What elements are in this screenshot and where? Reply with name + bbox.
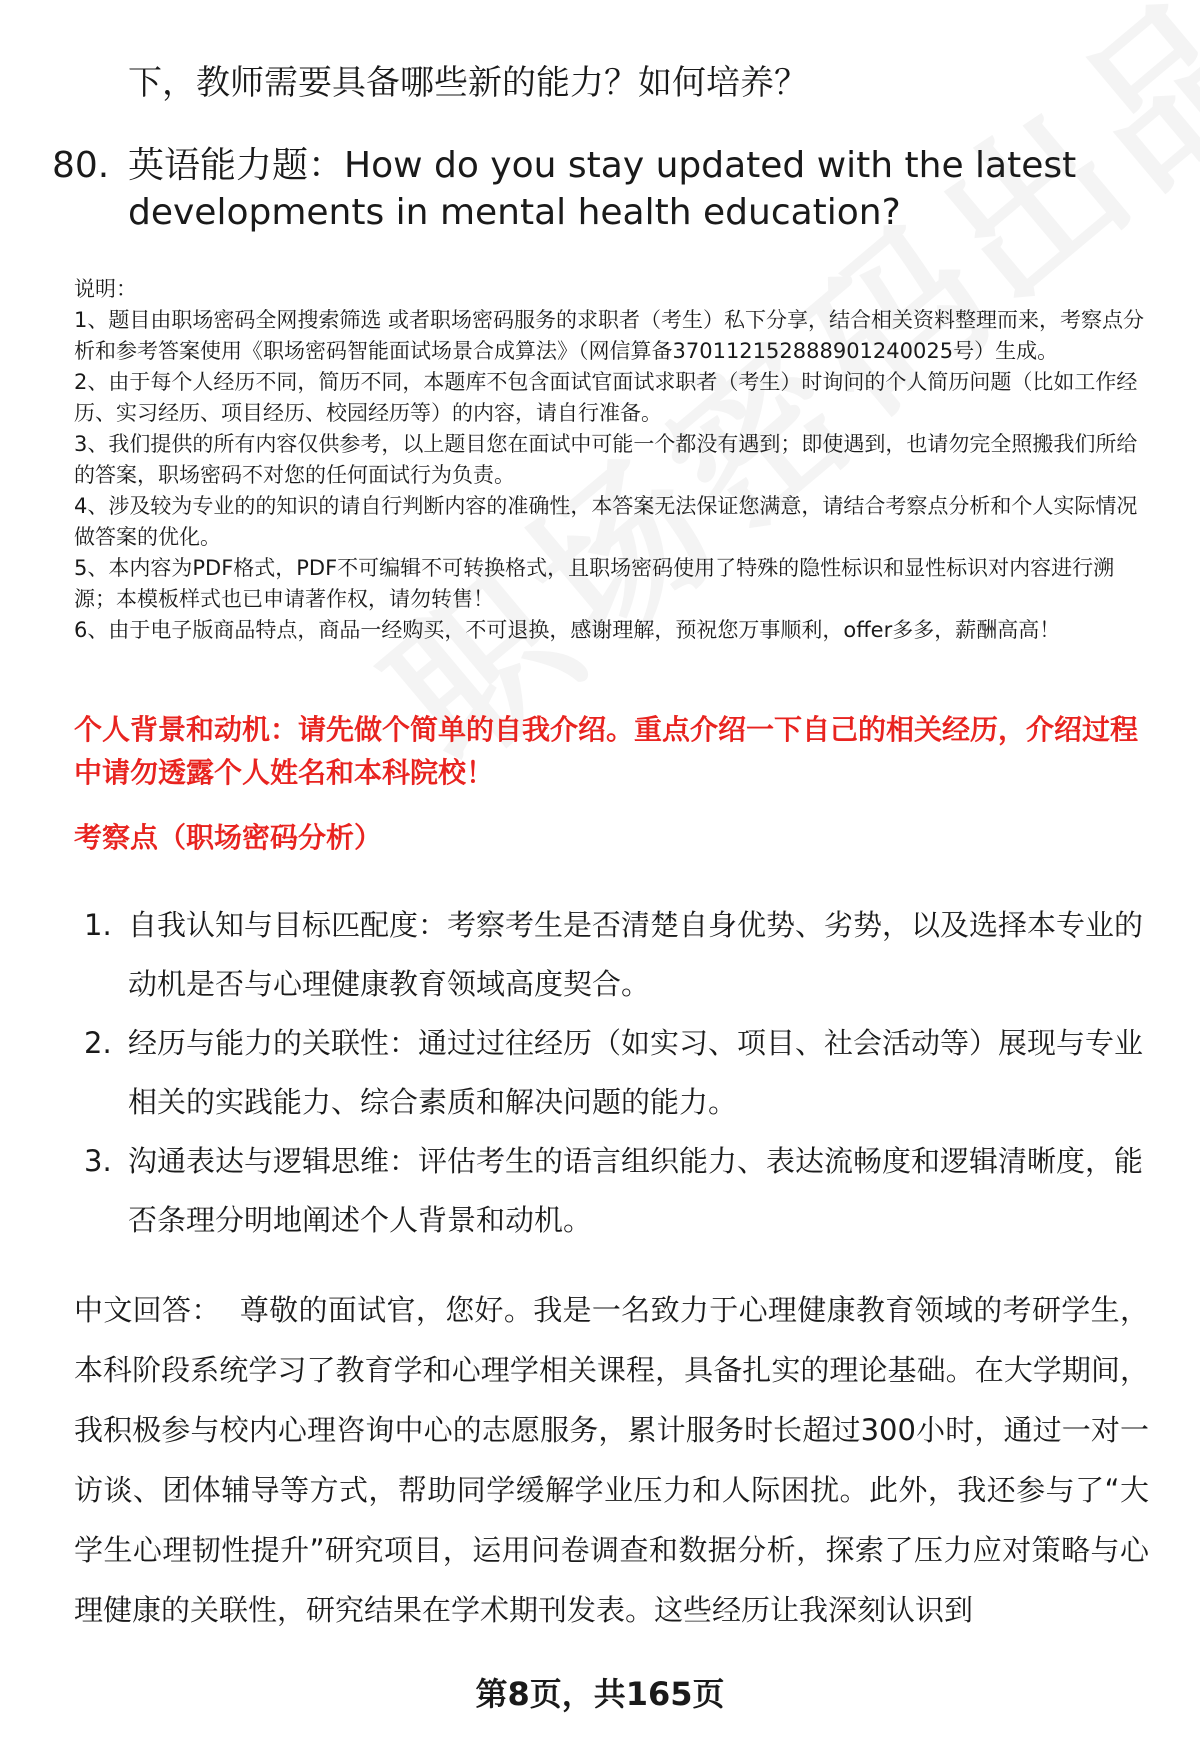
notes-title: 说明： <box>74 277 137 301</box>
analysis-point-number: 1. <box>84 908 112 942</box>
analysis-points-list <box>84 896 1154 1250</box>
question-continuation: 下，教师需要具备哪些新的能力？如何培养？ <box>128 63 808 103</box>
notes-block <box>74 274 1154 646</box>
notes-item: 1、题目由职场密码全网搜索筛选 或者职场密码服务的求职者（考生）私下分享，结合相关资料整理而来，考察点分析和参考答案使用《职场密码智能面试场景合成算法》（网信算备370112152888901240025号）生成。 <box>74 308 1145 363</box>
notes-item: 4、涉及较为专业的的知识的请自行判断内容的准确性，本答案无法保证您满意，请结合考察点分析和个人实际情况做答案的优化。 <box>74 494 1138 549</box>
answer-text: 尊敬的面试官，您好。我是一名致力于心理健康教育领域的考研学生，本科阶段系统学习了教育学和心理学相关课程，具备扎实的理论基础。在大学期间，我积极参与校内心理咨询中心的志愿服务，累计服务时长超过300小时，通过一对一访谈、团体辅导等方式，帮助同学缓解学业压力和人际困扰。此外，我还参与了“大学生心理韧性提升”研究项目，运用问卷调查和数据分析，探索了压力应对策略与心理健康的关联性，研究结果在学术期刊发表。这些经历让我深刻认识到 <box>74 1293 1149 1627</box>
analysis-point-text: 经历与能力的关联性：通过过往经历（如实习、项目、社会活动等）展现与专业相关的实践能力、综合素质和解决问题的能力。 <box>128 1026 1144 1119</box>
personal-question-heading: 个人背景和动机：请先做个简单的自我介绍。重点介绍一下自己的相关经历，介绍过程中请勿透露个人姓名和本科院校！ <box>74 713 1139 789</box>
analysis-point-text: 沟通表达与逻辑思维：评估考生的语言组织能力、表达流畅度和逻辑清晰度，能否条理分明地阐述个人背景和动机。 <box>128 1144 1144 1237</box>
analysis-point <box>84 896 1154 1014</box>
analysis-heading: 考察点（职场密码分析） <box>74 821 383 854</box>
analysis-point <box>84 1014 1154 1132</box>
question-text: 英语能力题：How do you stay updated with the latest developments in mental health education? <box>128 145 1077 233</box>
notes-item: 6、由于电子版商品特点，商品一经购买，不可退换，感谢理解，预祝您万事顺利，offer多多，薪酬高高！ <box>74 618 1061 642</box>
page-number-footer: 第8页，共165页 <box>475 1675 725 1713</box>
question-number: 80. <box>52 145 110 186</box>
answer-paragraph <box>74 1280 1149 1640</box>
analysis-point-text: 自我认知与目标匹配度：考察考生是否清楚自身优势、劣势，以及选择本专业的动机是否与心理健康教育领域高度契合。 <box>128 908 1144 1001</box>
analysis-point-number: 2. <box>84 1026 112 1060</box>
notes-item: 2、由于每个人经历不同，简历不同，本题库不包含面试官面试求职者（考生）时询问的个人简历问题（比如工作经历、实习经历、项目经历、校园经历等）的内容，请自行准备。 <box>74 370 1138 425</box>
analysis-point <box>84 1132 1154 1250</box>
answer-label: 中文回答： <box>74 1293 221 1327</box>
notes-item: 3、我们提供的所有内容仅供参考，以上题目您在面试中可能一个都没有遇到；即使遇到，也请勿完全照搬我们所给的答案，职场密码不对您的任何面试行为负责。 <box>74 432 1138 487</box>
notes-item: 5、本内容为PDF格式，PDF不可编辑不可转换格式，且职场密码使用了特殊的隐性标识和显性标识对内容进行溯源；本模板样式也已申请著作权，请勿转售！ <box>74 556 1115 611</box>
analysis-point-number: 3. <box>84 1144 112 1178</box>
